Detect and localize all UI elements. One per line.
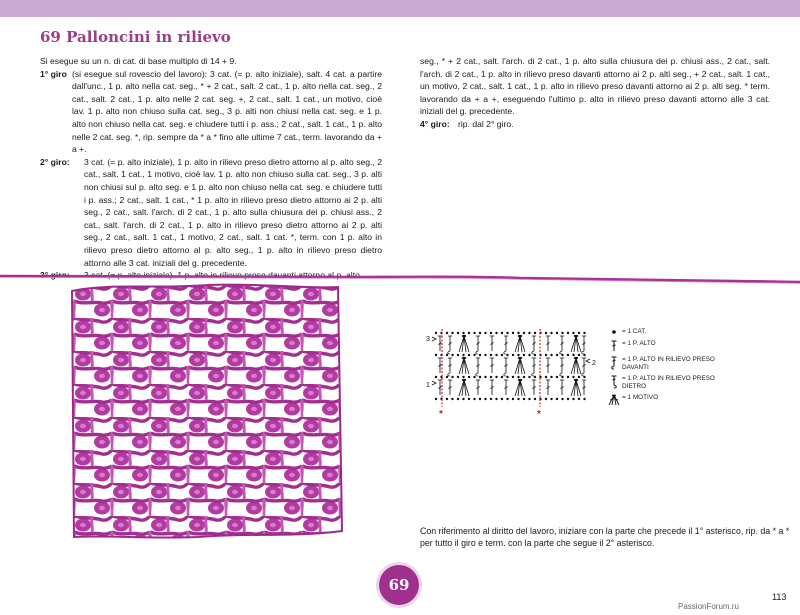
intro-text: Si esegue su un n. di cat. di base multiplo di 14 + 9. xyxy=(40,56,237,66)
chart-chain-mark xyxy=(550,398,552,400)
row-2-label: 2° giro: xyxy=(40,156,70,167)
chart-chain-mark xyxy=(435,398,437,400)
legend-item-back-post xyxy=(606,375,726,390)
chart-row-label: 3 xyxy=(426,336,430,343)
chart-chain-mark xyxy=(572,376,574,378)
chart-chain-mark xyxy=(523,354,525,356)
chart-stitch-mark xyxy=(582,336,586,351)
chart-chain-mark xyxy=(501,376,503,378)
chart-post-mark xyxy=(448,351,450,354)
chart-chain-mark xyxy=(495,398,497,400)
row-1-label: 1° giro xyxy=(40,68,67,79)
chart-chain-mark xyxy=(479,332,481,334)
instructions-right-column xyxy=(420,55,770,131)
chart-chain-mark xyxy=(484,398,486,400)
double-crochet-symbol-icon xyxy=(606,340,622,352)
chart-caption: Con riferimento al diritto del lavoro, iniziare con la parte che precede il 1° asterisco, rip. da * a * per tutto il giro e term. con la parte che segue il 2° asterisco. xyxy=(420,526,790,549)
row-2-instruction xyxy=(40,156,382,269)
chart-stitch-mark xyxy=(546,380,550,395)
chart-chain-mark xyxy=(517,376,519,378)
legend-item-motif xyxy=(606,394,726,406)
crochet-swatch-photo xyxy=(68,281,346,541)
chart-chain-mark xyxy=(435,332,437,334)
chart-post-mark xyxy=(504,373,506,376)
chart-stitch-mark xyxy=(448,380,452,395)
chart-chain-mark xyxy=(567,332,569,334)
chart-chain-mark xyxy=(479,376,481,378)
chart-chain-mark xyxy=(457,332,459,334)
chart-chain-mark xyxy=(523,332,525,334)
chart-chain-mark xyxy=(473,398,475,400)
chart-chain-mark xyxy=(550,376,552,378)
chart-chain-mark xyxy=(572,398,574,400)
chart-repeat-asterisk: * xyxy=(537,409,541,420)
chart-post-mark xyxy=(504,351,506,354)
page-number: 113 xyxy=(772,592,787,602)
chart-chain-mark xyxy=(578,332,580,334)
legend-text: = 1 P. ALTO xyxy=(622,340,656,347)
row-4-text: rip. dal 2° giro. xyxy=(458,118,514,129)
chart-motif-mark xyxy=(515,336,525,352)
chart-motif-mark xyxy=(459,380,469,396)
crochet-symbol-chart xyxy=(420,325,600,421)
chart-chain-mark xyxy=(484,332,486,334)
chart-chain-mark xyxy=(479,398,481,400)
chart-motif-mark xyxy=(462,335,466,337)
chart-motif-mark xyxy=(571,336,581,352)
chart-chain-mark xyxy=(578,398,580,400)
chart-stitch-mark xyxy=(504,380,508,395)
chart-chain-mark xyxy=(462,376,464,378)
chart-chain-mark xyxy=(462,332,464,334)
chart-chain-mark xyxy=(567,354,569,356)
chart-stitch-mark xyxy=(532,336,536,351)
chart-row-label: 1 xyxy=(426,382,430,389)
chart-chain-mark xyxy=(523,376,525,378)
watermark-text: PassionForum.ru xyxy=(678,602,739,611)
legend-text: = 1 P. ALTO IN RILIEVO PRESO DIETRO xyxy=(622,375,715,390)
chart-stitch-mark xyxy=(582,380,586,395)
chart-stitch-mark xyxy=(490,380,494,395)
chart-chain-mark xyxy=(506,376,508,378)
chart-post-mark xyxy=(582,373,584,376)
chart-post-mark xyxy=(532,373,534,376)
chart-motif-mark xyxy=(571,380,581,396)
chart-motif-mark xyxy=(518,335,522,337)
chart-post-mark xyxy=(476,373,478,376)
chart-chain-mark xyxy=(512,354,514,356)
chart-motif-mark xyxy=(574,379,578,381)
chart-chain-mark xyxy=(550,332,552,334)
legend-item-double-crochet xyxy=(606,340,726,352)
chart-chain-mark xyxy=(512,332,514,334)
chart-chain-mark xyxy=(567,398,569,400)
chart-chain-mark xyxy=(462,354,464,356)
chart-chain-mark xyxy=(567,376,569,378)
legend-text: = 1 P. ALTO IN RILIEVO PRESO DAVANTI xyxy=(622,356,715,371)
chart-chain-mark xyxy=(479,354,481,356)
chart-motif-mark xyxy=(571,358,581,374)
chart-chain-mark xyxy=(490,398,492,400)
chart-chain-mark xyxy=(556,354,558,356)
chart-chain-mark xyxy=(528,332,530,334)
chart-chain-mark xyxy=(512,376,514,378)
chart-stitch-mark xyxy=(490,358,494,373)
chart-chain-mark xyxy=(517,354,519,356)
cluster-motif-symbol-icon xyxy=(606,394,622,406)
chart-chain-mark xyxy=(435,354,437,356)
chart-chain-mark xyxy=(495,376,497,378)
chart-chain-mark xyxy=(545,354,547,356)
chart-chain-mark xyxy=(473,332,475,334)
chart-row-arrow xyxy=(432,381,436,385)
chart-motif-mark xyxy=(518,379,522,381)
chart-chain-mark xyxy=(528,376,530,378)
chart-motif-mark xyxy=(459,358,469,374)
chart-motif-mark xyxy=(518,357,522,359)
chart-chain-mark xyxy=(501,332,503,334)
chart-chain-mark xyxy=(446,354,448,356)
chart-chain-mark xyxy=(528,398,530,400)
chart-chain-mark xyxy=(550,354,552,356)
chart-chain-mark xyxy=(556,332,558,334)
chart-chain-mark xyxy=(517,398,519,400)
chart-stitch-mark xyxy=(476,380,480,395)
chart-chain-mark xyxy=(446,332,448,334)
chart-chain-mark xyxy=(545,398,547,400)
chart-motif-mark xyxy=(515,358,525,374)
chart-row-arrow xyxy=(432,337,436,341)
row-3-text: 3 cat. (= p. alto iniziale), 1 p. alto in rilievo preso davanti attorno al p. alto xyxy=(84,270,360,281)
chart-stitch-mark xyxy=(476,336,480,351)
chart-chain-mark xyxy=(534,332,536,334)
chart-chain-mark xyxy=(473,354,475,356)
chart-chain-mark xyxy=(468,398,470,400)
instructions-left-column xyxy=(40,55,382,282)
row-4-label: 4° giro: xyxy=(420,118,450,129)
chart-chain-mark xyxy=(451,354,453,356)
chart-chain-mark xyxy=(561,332,563,334)
chart-chain-mark xyxy=(484,376,486,378)
chart-chain-mark xyxy=(490,332,492,334)
row-3-continued-text: seg., * + 2 cat., salt. l'arch. di 2 cat., 1 p. alto sulla chiusura dei p. chiusi ass., 2 cat., salt. l'arch. di 2 cat., 1 p. alto in rilievo preso davanti attorno ai 2 p. alti seg., + 2 cat., salt. 1 cat., un motivo, 2 cat., salt. 1 cat., 1 p. alto in rilievo preso davanti attorno ai 2 p. alti seg. * term. lavorando da + a +, eseguendo l'ultimo p. alto in rilievo preso davanti attorno alle 3 cat. iniziali del g. precedente. xyxy=(420,56,770,117)
chart-chain-mark xyxy=(495,332,497,334)
chart-motif-mark xyxy=(462,379,466,381)
chart-post-mark xyxy=(532,351,534,354)
chart-chain-mark xyxy=(583,332,585,334)
legend-item-front-post xyxy=(606,356,726,371)
chart-chain-mark xyxy=(501,398,503,400)
chart-chain-mark xyxy=(534,398,536,400)
chart-chain-mark xyxy=(490,376,492,378)
chart-stitch-mark xyxy=(476,358,480,373)
chart-chain-mark xyxy=(545,332,547,334)
chart-stitch-mark xyxy=(560,380,564,395)
chart-chain-mark xyxy=(534,354,536,356)
chart-chain-mark xyxy=(468,332,470,334)
chart-row-label: 2 xyxy=(592,360,596,367)
chart-post-mark xyxy=(448,373,450,376)
chart-chain-mark xyxy=(446,376,448,378)
chart-chain-mark xyxy=(517,332,519,334)
chart-stitch-mark xyxy=(504,358,508,373)
chart-chain-mark xyxy=(451,332,453,334)
chart-repeat-asterisk: * xyxy=(439,409,443,420)
chart-chain-mark xyxy=(457,354,459,356)
chart-stitch-mark xyxy=(582,358,586,373)
chart-chain-mark xyxy=(457,376,459,378)
chart-chain-mark xyxy=(506,332,508,334)
chart-chain-mark xyxy=(578,354,580,356)
chart-chain-mark xyxy=(572,354,574,356)
chart-stitch-mark xyxy=(546,358,550,373)
page-title: 69 Palloncini in rilievo xyxy=(40,28,231,46)
pattern-number-badge: 69 xyxy=(379,565,419,605)
chart-stitch-mark xyxy=(448,336,452,351)
chart-motif-mark xyxy=(574,335,578,337)
top-color-band xyxy=(0,0,800,17)
row-3-label: 3° giro: xyxy=(40,270,70,281)
chart-stitch-mark xyxy=(532,358,536,373)
chart-chain-mark xyxy=(561,398,563,400)
chart-stitch-mark xyxy=(560,358,564,373)
chart-post-mark xyxy=(476,351,478,354)
chart-motif-mark xyxy=(459,336,469,352)
chart-chain-mark xyxy=(506,398,508,400)
chart-stitch-mark xyxy=(504,336,508,351)
chart-chain-mark xyxy=(556,398,558,400)
chart-post-mark xyxy=(560,351,562,354)
chart-chain-mark xyxy=(534,376,536,378)
chart-motif-mark xyxy=(462,357,466,359)
chart-stitch-mark xyxy=(448,358,452,373)
chart-chain-mark xyxy=(501,354,503,356)
chart-chain-mark xyxy=(495,354,497,356)
chart-chain-mark xyxy=(484,354,486,356)
chart-chain-mark xyxy=(462,398,464,400)
row-1-text: (si esegue sul rovescio del lavoro): 3 cat. (= p. alto iniziale), salt. 4 cat. a partire dall'unc., 1 p. alto nella cat. seg., * + 2 cat., salt. 2 cat., 1 p. alto nella cat. seg., 2 cat., salt. 2 cat., 1 p. alto nelle 2 cat. seg. +, 2 cat., salt. 1 cat., un motivo, cioè lav. 1 p. alto non chiuso sulla cat. seg., 3 p. alti non chiusi nella cat. seg. e 1 p. alto non chiuso nella cat. seg. e chiudere tutti i p. ass.; 2 cat., salt. 1 cat., 1 p. alto nelle 2 cat. seg. *, rip. sempre da * a * fino alle ultime 7 cat., term. lavorando da + a +. xyxy=(72,68,382,155)
chart-chain-mark xyxy=(506,354,508,356)
legend-text: = 1 CAT. xyxy=(622,328,647,335)
chart-stitch-mark xyxy=(546,336,550,351)
chart-motif-mark xyxy=(515,380,525,396)
chart-stitch-mark xyxy=(490,336,494,351)
legend-text: = 1 MOTIVO xyxy=(622,394,659,402)
front-post-symbol-icon xyxy=(606,356,622,370)
row-1-instruction xyxy=(40,68,382,156)
chart-chain-mark xyxy=(451,398,453,400)
row-2-text: 3 cat. (= p. alto iniziale), 1 p. alto in rilievo preso dietro attorno al p. alto seg., 2 cat., salt. 1 cat., 1 motivo, cioè lav. 1 p. alto non chiuso sulla cat. seg., 3 p. alti non chiusi sul p. alto seg. e 1 p. alto non chiuso nella cat. seg. e chiudere tutti i p. ass.; 2 cat., salt. 1 cat., * 1 p. alto in rilievo preso dietro attorno ai 2 p. alti seg., 2 cat., salt. l'arch. di 2 cat., 1 p. alto sulla chiusura dei p. chiusi ass., 2 cat., salt. l'arch. di 2 cat., 1 p. alto in rilievo preso dietro attorno ai 2 p. alti seg., 2 cat., salt. 1 cat., 1 motivo, 2 cat., salt. 1 cat. *, term. con 1 p. alto in rilievo preso dietro attorno al p. alto seg., 1 p. alto in rilievo preso dietro attorno alle 3 cat. iniziali del g. precedente. xyxy=(84,156,382,268)
chart-chain-mark xyxy=(457,398,459,400)
chart-chain-mark xyxy=(556,376,558,378)
chart-legend xyxy=(606,328,726,410)
chart-chain-mark xyxy=(446,398,448,400)
chart-chain-mark xyxy=(578,376,580,378)
chart-post-mark xyxy=(582,351,584,354)
chart-chain-mark xyxy=(523,398,525,400)
chart-chain-mark xyxy=(572,332,574,334)
chart-stitch-mark xyxy=(560,336,564,351)
chart-chain-mark xyxy=(528,354,530,356)
chart-chain-mark xyxy=(451,376,453,378)
chart-chain-mark xyxy=(468,376,470,378)
chart-chain-mark xyxy=(435,376,437,378)
chart-chain-mark xyxy=(545,376,547,378)
row-4-instruction xyxy=(420,118,770,131)
chart-motif-mark xyxy=(574,357,578,359)
chart-chain-mark xyxy=(473,376,475,378)
legend-item-chain xyxy=(606,328,726,336)
chart-row-arrow xyxy=(586,359,590,363)
chart-stitch-mark xyxy=(532,380,536,395)
chart-chain-mark xyxy=(490,354,492,356)
chart-post-mark xyxy=(560,373,562,376)
back-post-symbol-icon xyxy=(606,375,622,389)
chart-chain-mark xyxy=(512,398,514,400)
chart-chain-mark xyxy=(468,354,470,356)
chart-chain-mark xyxy=(583,398,585,400)
chain-symbol-icon xyxy=(606,328,622,336)
